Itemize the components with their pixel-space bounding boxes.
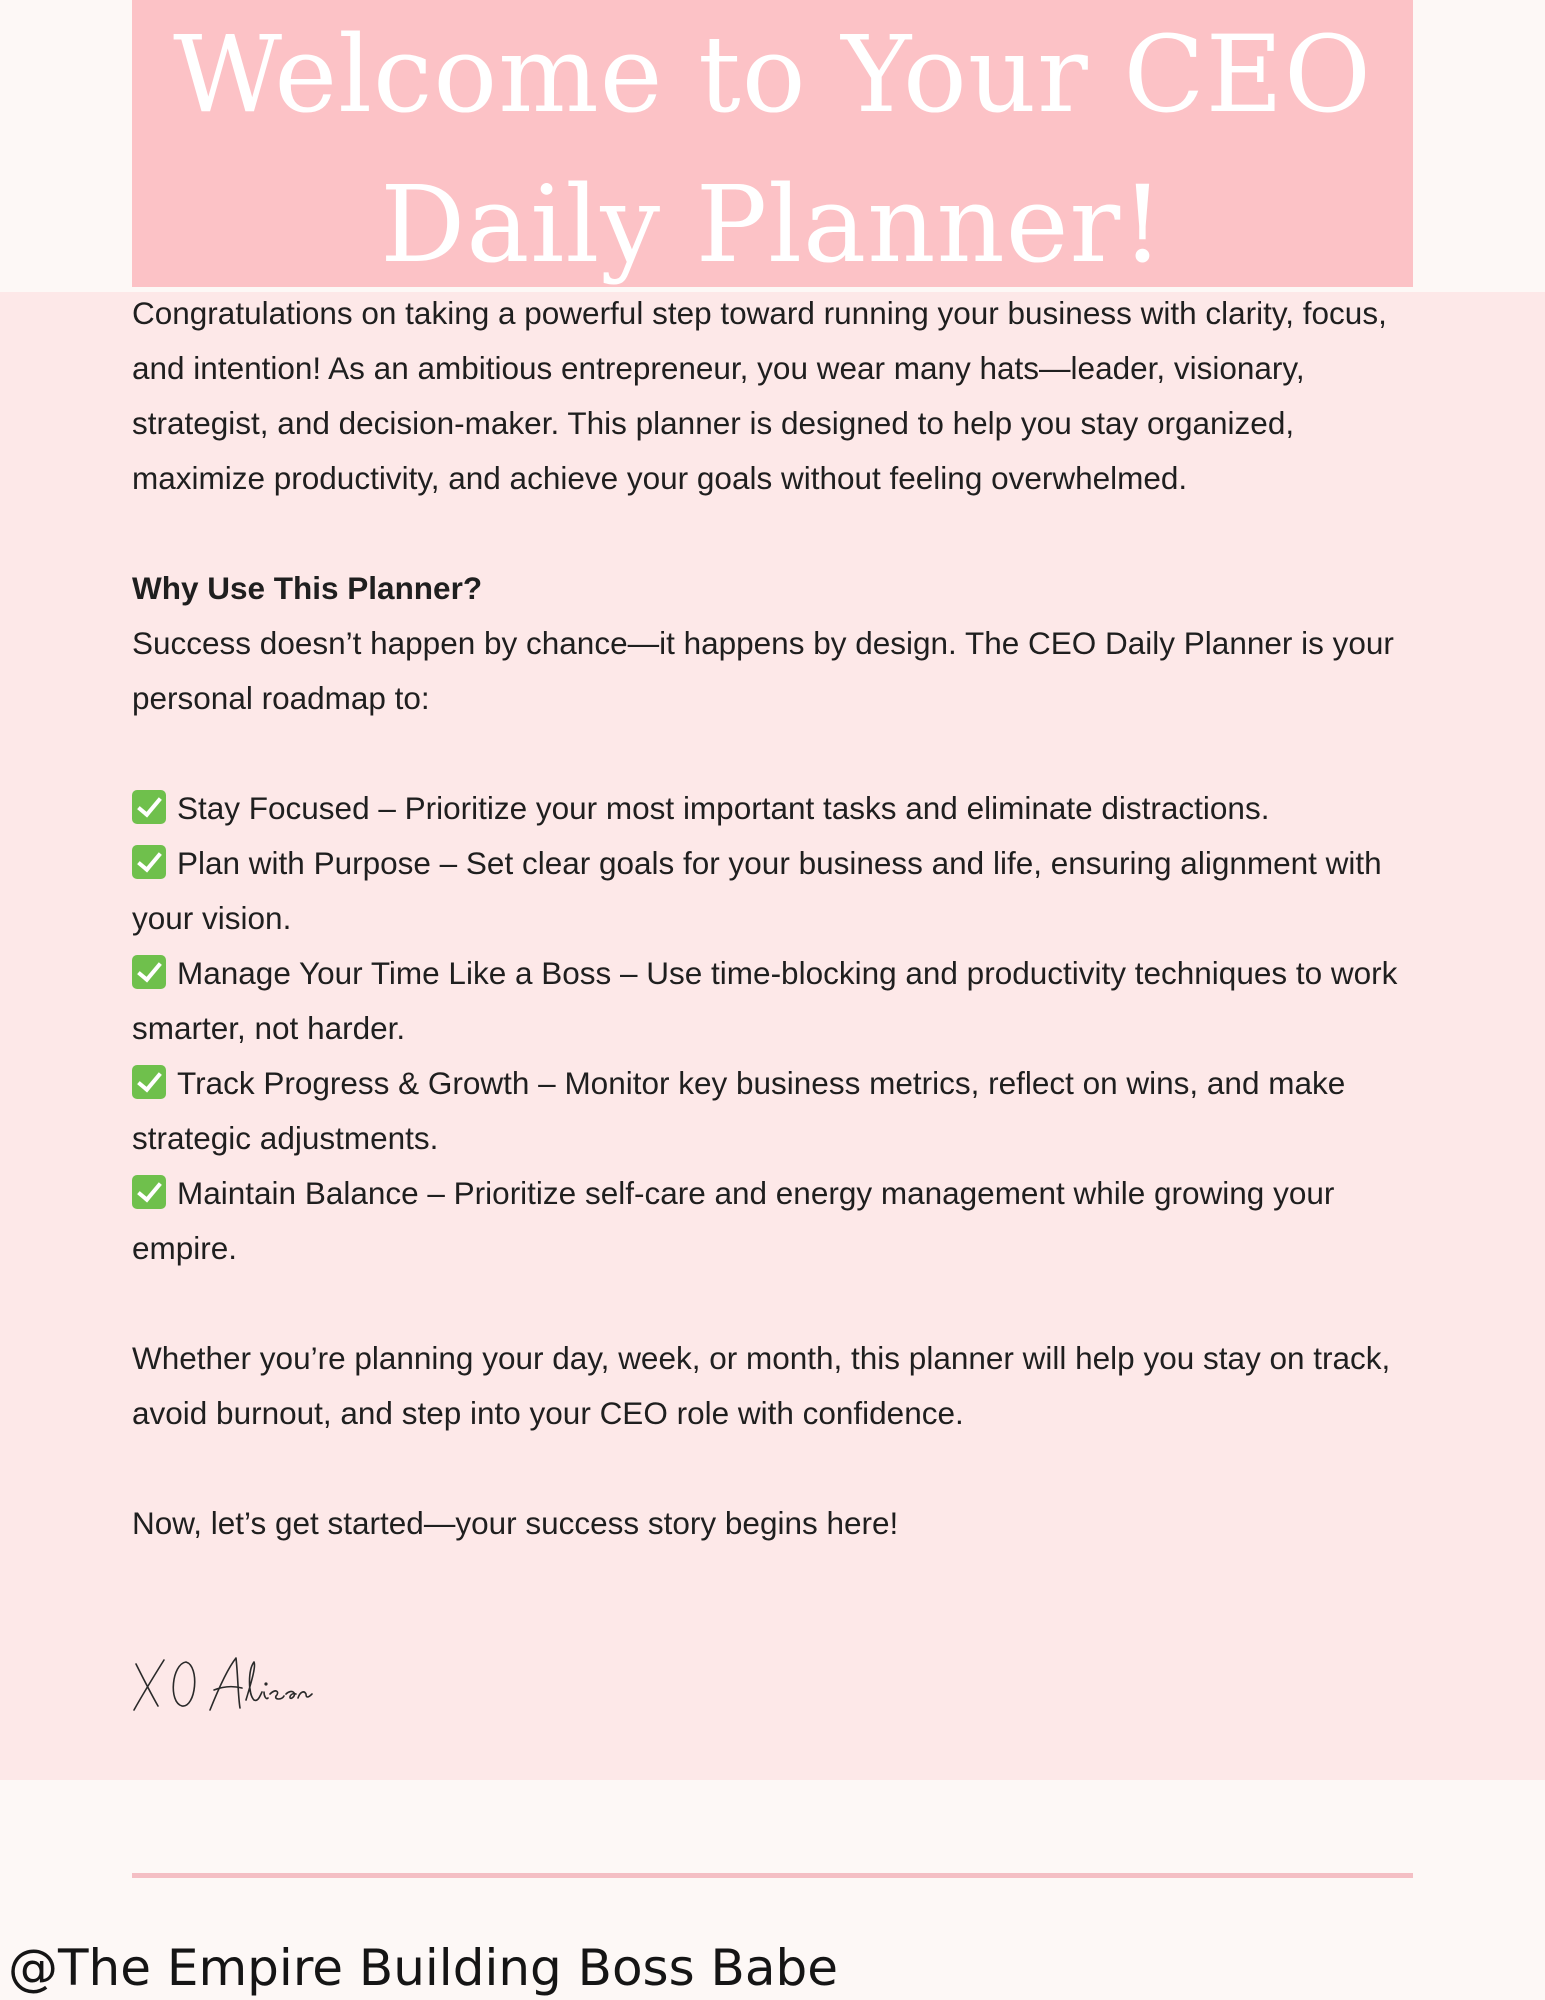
benefit-item	[132, 1056, 1422, 1166]
document-body	[132, 286, 1422, 1551]
divider-line	[132, 1873, 1413, 1878]
benefit-item	[132, 1166, 1422, 1276]
spacer	[132, 1276, 1422, 1331]
spacer	[132, 1441, 1422, 1496]
footer-handle: @The Empire Building Boss Babe	[8, 1939, 838, 1997]
spacer	[132, 506, 1422, 561]
spacer	[132, 726, 1422, 781]
call-to-action: Now, let’s get started—your success story begins here!	[132, 1505, 899, 1541]
handwritten-signature	[128, 1650, 348, 1720]
why-paragraph: Success doesn’t happen by chance—it happens by design. The CEO Daily Planner is your personal roadmap to:	[132, 625, 1394, 716]
check-mark-icon	[132, 790, 166, 824]
check-mark-icon	[132, 845, 166, 879]
title-line-2: Daily Planner!	[380, 163, 1165, 286]
benefit-text: Stay Focused – Prioritize your most important tasks and eliminate distractions.	[177, 790, 1270, 826]
why-heading: Why Use This Planner?	[132, 570, 483, 606]
benefit-text: Plan with Purpose – Set clear goals for your business and life, ensuring alignment with your vision.	[132, 845, 1382, 936]
benefit-item	[132, 836, 1422, 946]
check-mark-icon	[132, 1065, 166, 1099]
closing-paragraph: Whether you’re planning your day, week, or month, this planner will help you stay on track, avoid burnout, and step into your CEO role with confidence.	[132, 1340, 1391, 1431]
check-mark-icon	[132, 1175, 166, 1209]
title-line-1: Welcome to Your CEO	[173, 13, 1372, 136]
benefit-text: Maintain Balance – Prioritize self-care and energy management while growing your empire.	[132, 1175, 1335, 1266]
title-banner	[132, 0, 1413, 287]
benefit-text: Manage Your Time Like a Boss – Use time-blocking and productivity techniques to work smarter, not harder.	[132, 955, 1398, 1046]
benefit-text: Track Progress & Growth – Monitor key business metrics, reflect on wins, and make strategic adjustments.	[132, 1065, 1346, 1156]
benefit-item	[132, 781, 1422, 836]
check-mark-icon	[132, 955, 166, 989]
intro-paragraph: Congratulations on taking a powerful step toward running your business with clarity, focus, and intention! As an ambitious entrepreneur, you wear many hats—leader, visionary, strategist, and decision-maker. This planner is designed to help you stay organized, maximize productivity, and achieve your goals without feeling overwhelmed.	[132, 295, 1387, 496]
benefit-item	[132, 946, 1422, 1056]
